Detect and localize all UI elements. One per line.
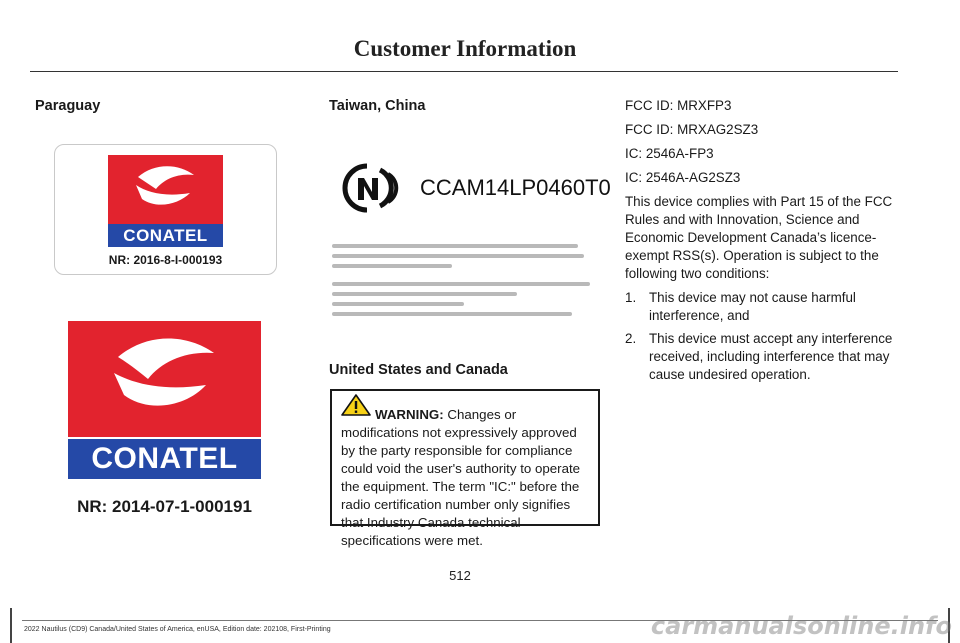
conatel-nr-2: NR: 2014-07-1-000191	[77, 497, 252, 516]
ic-id-1: IC: 2546A-FP3	[625, 146, 714, 161]
corner-mark-left	[10, 608, 12, 643]
conatel-label-2	[54, 321, 275, 526]
warning-box	[330, 389, 600, 548]
watermark: carmanualsonline.info	[650, 612, 952, 640]
ic-id-2: IC: 2546A-AG2SZ3	[625, 170, 741, 185]
conatel-wordmark-2: CONATEL	[68, 439, 261, 479]
fcc-id-2: FCC ID: MRXAG2SZ3	[625, 122, 759, 137]
ncc-mark-icon	[340, 160, 400, 216]
condition-number: 1.	[625, 290, 637, 305]
fcc-column	[625, 97, 897, 384]
header-divider	[30, 71, 898, 72]
us-canada-heading: United States and Canada	[329, 362, 508, 378]
paraguay-heading: Paraguay	[35, 98, 101, 114]
ncc-certification-code: CCAM14LP0460T0	[420, 175, 611, 200]
conatel-label-1	[54, 144, 277, 275]
condition-number: 2.	[625, 331, 637, 346]
conatel-nr-1: NR: 2016-8-I-000193	[108, 253, 223, 267]
edition-info: 2022 Nautilus (CD9) Canada/United States of America, enUSA, Edition date: 202108, First-Printing	[24, 626, 331, 633]
page-title: Customer Information	[353, 36, 577, 61]
ncc-notice-text-block	[332, 240, 592, 320]
condition-text: This device must accept any interference received, including interference that may cause undesired operation.	[649, 331, 893, 382]
conatel-bird-icon	[108, 155, 223, 224]
fcc-statement: This device complies with Part 15 of the FCC Rules and with Innovation, Science and Economic Development Canada’s licence-exempt RSS(s). Operation is subject to the following two conditions:	[625, 194, 893, 281]
conatel-logo-2	[68, 321, 261, 437]
warning-text	[341, 399, 593, 550]
condition-text: This device may not cause harmful interference, and	[649, 290, 856, 323]
page-number: 512	[449, 568, 471, 583]
warning-body: Changes or modifications not expressively approved by the party responsible for compliance could void the user's authority to operate the equipment. The term "IC:" before the radio certification number only signifies that Industry Canada technical specifications were met.	[341, 407, 581, 548]
conatel-bird-icon	[68, 321, 261, 437]
taiwan-heading: Taiwan, China	[329, 98, 426, 114]
warning-triangle-icon	[341, 399, 375, 415]
warning-label: WARNING:	[375, 407, 444, 422]
fcc-id-1: FCC ID: MRXFP3	[625, 98, 732, 113]
condition-item-1	[625, 289, 897, 325]
conatel-logo-1	[108, 155, 223, 224]
conatel-wordmark-1: CONATEL	[108, 224, 223, 247]
condition-item-2	[625, 330, 897, 384]
